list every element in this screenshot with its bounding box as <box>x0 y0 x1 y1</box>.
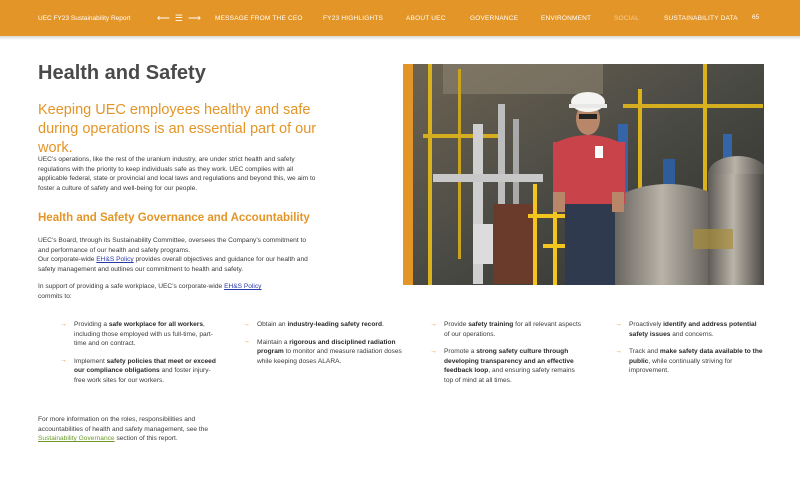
nav-item-sustainability-data[interactable]: SUSTAINABILITY DATA <box>664 15 738 22</box>
nav-shadow <box>0 36 800 40</box>
list-item: → Promote a strong safety culture through developing transparency and an effective feedback loop, and ensuring safety remains top of mind at all times. <box>430 347 575 384</box>
footer-note: For more information on the roles, responsibilities and accountabilities of health and safety management, see the Sustainability Governance section of this report. <box>38 416 209 443</box>
list-item: → Provide safety training for all relevant aspects of our operations. <box>430 320 582 338</box>
ehs-policy-link-2[interactable]: EH&S Policy <box>224 283 262 290</box>
arrow-right-icon: → <box>430 320 437 328</box>
list-item: → Providing a safe workplace for all workers, including those employed with us full-time, part-time and on contract. <box>60 320 213 348</box>
commitments-column-4 <box>615 320 765 384</box>
top-nav-bar <box>0 0 800 36</box>
governance-paragraph-2-post: provides overall objectives and guidance for our health and safety management and outlines our commitment to health and safety. <box>38 256 308 273</box>
support-pre: In support of providing a safe workplace, UEC’s corporate-wide <box>38 283 223 290</box>
sustainability-governance-link[interactable]: Sustainability Governance <box>38 435 115 443</box>
report-title[interactable]: UEC FY23 Sustainability Report <box>38 15 131 22</box>
support-post: commits to: <box>38 292 72 300</box>
list-item: → Implement safety policies that meet or exceed our compliance obligations and foster injury-free work sites for our workers. <box>60 357 216 384</box>
page-number: 65 <box>752 14 760 21</box>
governance-paragraph-1: UEC’s Board, through its Sustainability Committee, oversees the Company’s commitment to and performance of our health and safety programs. <box>38 237 307 254</box>
arrow-right-icon: → <box>243 338 250 346</box>
nav-item-environment[interactable]: ENVIRONMENT <box>541 15 592 22</box>
list-item: → Track and make safety data available to the public, while continually striving for improvement. <box>615 347 763 375</box>
nav-item-social[interactable]: SOCIAL <box>614 15 640 22</box>
ehs-policy-link[interactable]: EH&S Policy <box>96 256 134 264</box>
worker-photo-illustration <box>403 64 764 285</box>
nav-item-fy23-highlights[interactable]: FY23 HIGHLIGHTS <box>323 15 384 22</box>
support-text <box>38 282 298 301</box>
commitments-column-3 <box>430 320 585 394</box>
previous-page-arrow-icon[interactable]: ⟵ <box>157 13 170 23</box>
governance-paragraph-2-pre: Our corporate-wide <box>38 256 95 264</box>
list-item: → Proactively identify and address potential safety issues and concerns. <box>615 320 757 338</box>
nav-item-about-uec[interactable]: ABOUT UEC <box>406 15 446 22</box>
nav-controls <box>157 13 201 24</box>
section-heading: Health and Safety Governance and Accountability <box>38 212 310 224</box>
page-subtitle: Keeping UEC employees healthy and safe during operations is an essential part of our work. <box>38 102 317 156</box>
arrow-right-icon: → <box>615 320 622 328</box>
commitments-column-2 <box>243 320 403 374</box>
nav-item-message-from-ceo[interactable]: MESSAGE FROM THE CEO <box>215 15 303 22</box>
commitments-column-1 <box>60 320 220 394</box>
arrow-right-icon: → <box>60 320 67 328</box>
list-item: → Obtain an industry-leading safety record. <box>243 320 384 328</box>
worker-photo <box>403 64 764 285</box>
governance-text <box>38 236 313 274</box>
arrow-right-icon: → <box>60 357 67 365</box>
menu-icon[interactable]: ☰ <box>174 13 183 23</box>
list-item: → Maintain a rigorous and disciplined radiation program to monitor and measure radiation doses while keeping doses ALARA. <box>243 338 402 365</box>
arrow-right-icon: → <box>243 320 250 328</box>
arrow-right-icon: → <box>430 347 437 355</box>
intro-paragraph: UEC’s operations, like the rest of the uranium industry, are under strict health and safety regulations with the priority to keep individuals safe as they work. UEC complies with all applicable federal, state or provincial and local laws and regulations and beyond this, we aim to foster a culture of safety and well-being for our people. <box>38 156 316 192</box>
arrow-right-icon: → <box>615 347 622 355</box>
page-title: Health and Safety <box>38 62 206 84</box>
next-page-arrow-icon[interactable]: ⟶ <box>187 13 201 23</box>
nav-item-governance[interactable]: GOVERNANCE <box>470 15 519 22</box>
